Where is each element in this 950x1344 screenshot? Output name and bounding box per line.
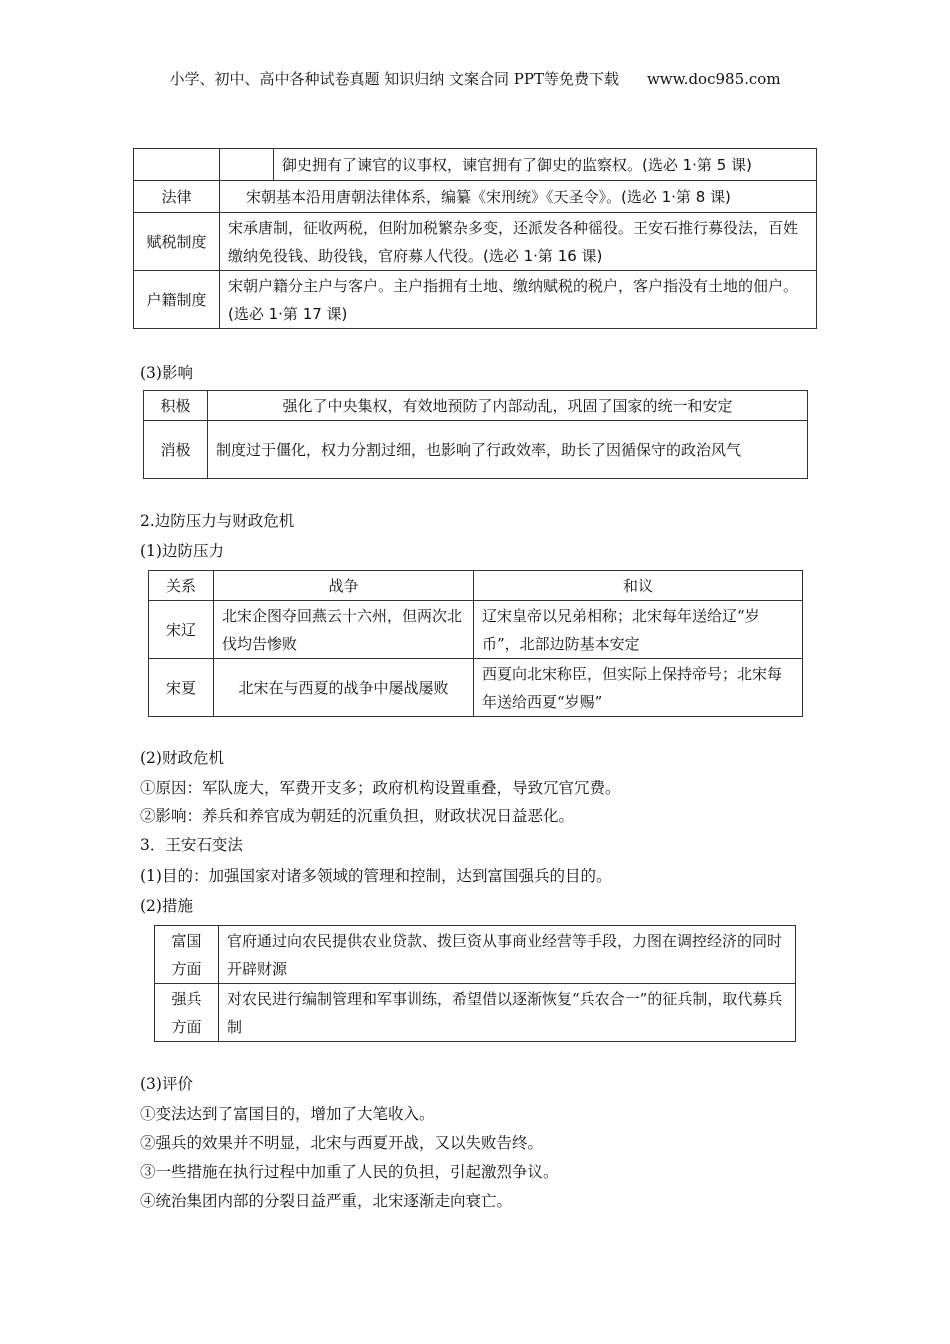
table-row [134, 213, 817, 271]
row-content: 宋承唐制，征收两税，但附加税繁杂多变，还派发各种徭役。王安石推行募役法，百姓缴纳免役钱、助役钱，官府募人代役。(选必 1·第 16 课) [220, 213, 817, 271]
row-label [134, 149, 220, 181]
section3-heading: 3．王安石变法 [140, 836, 243, 854]
border-pressure-heading: (1)边防压力 [140, 542, 224, 560]
cell-peace: 辽宋皇帝以兄弟相称；北宋每年送给辽“岁币”，北部边防基本安定 [474, 601, 803, 659]
row-content: 宋朝基本沿用唐朝法律体系，编纂《宋刑统》《天圣令》。(选必 1·第 8 课) [220, 181, 817, 213]
crisis-cause: ①原因：军队庞大，军费开支多；政府机构设置重叠，导致冗官冗费。 [140, 779, 621, 797]
evaluation-item: ④统治集团内部的分裂日益严重，北宋逐渐走向衰亡。 [140, 1192, 513, 1210]
header-url[interactable]: www.doc985.com [646, 70, 781, 88]
institutions-table [133, 148, 817, 329]
cell-peace: 西夏向北宋称臣，但实际上保持帝号；北宋每年送给西夏“岁赐” [474, 659, 803, 717]
row-label2 [220, 149, 274, 181]
col-header-relation: 关系 [149, 571, 214, 601]
table-header-row [149, 571, 803, 601]
table-row [134, 271, 817, 329]
row-content: 宋朝户籍分主户与客户。主户指拥有土地、缴纳赋税的税户，客户指没有土地的佃户。(选必 1·第 17 课) [220, 271, 817, 329]
section2-heading: 2.边防压力与财政危机 [140, 512, 295, 530]
row-label: 户籍制度 [134, 271, 220, 329]
cell-relation: 宋夏 [149, 659, 214, 717]
col-header-peace: 和议 [474, 571, 803, 601]
col-header-war: 战争 [214, 571, 474, 601]
row-label: 富国方面 [155, 926, 219, 984]
measures-table [154, 925, 796, 1042]
row-label: 法律 [134, 181, 220, 213]
influence-heading: (3)影响 [140, 364, 193, 382]
influence-table [143, 390, 808, 479]
table-row [149, 601, 803, 659]
row-label: 消极 [144, 421, 208, 479]
row-label: 积极 [144, 391, 208, 421]
evaluation-item: ②强兵的效果并不明显，北宋与西夏开战，又以失败告终。 [140, 1134, 544, 1152]
table-row [155, 984, 796, 1042]
table-row [155, 926, 796, 984]
fiscal-crisis-heading: (2)财政危机 [140, 749, 224, 767]
cell-relation: 宋辽 [149, 601, 214, 659]
table-row [149, 659, 803, 717]
row-label: 赋税制度 [134, 213, 220, 271]
crisis-effect: ②影响：养兵和养官成为朝廷的沉重负担，财政状况日益恶化。 [140, 807, 575, 825]
row-label: 强兵方面 [155, 984, 219, 1042]
cell-war: 北宋在与西夏的战争中屡战屡败 [214, 659, 474, 717]
header-text: 小学、初中、高中各种试卷真题 知识归纳 文案合同 PPT等免费下载 [169, 70, 619, 88]
row-content: 强化了中央集权，有效地预防了内部动乱，巩固了国家的统一和安定 [208, 391, 808, 421]
evaluation-item: ①变法达到了富国目的，增加了大笔收入。 [140, 1105, 435, 1123]
evaluation-item: ③一些措施在执行过程中加重了人民的负担，引起激烈争议。 [140, 1163, 559, 1181]
row-content: 制度过于僵化，权力分割过细，也影响了行政效率，助长了因循保守的政治风气 [208, 421, 808, 479]
page-header [0, 68, 950, 89]
table-row [144, 391, 808, 421]
table-row [134, 181, 817, 213]
border-pressure-table [148, 570, 803, 717]
row-content: 对农民进行编制管理和军事训练，希望借以逐渐恢复“兵农合一”的征兵制，取代募兵制 [219, 984, 796, 1042]
row-content: 御史拥有了谏官的议事权，谏官拥有了御史的监察权。(选必 1·第 5 课) [274, 149, 817, 181]
evaluation-heading: (3)评价 [140, 1075, 193, 1093]
reform-purpose: (1)目的：加强国家对诸多领域的管理和控制，达到富国强兵的目的。 [140, 867, 612, 885]
measures-heading: (2)措施 [140, 897, 193, 915]
table-row [134, 149, 817, 181]
table-row [144, 421, 808, 479]
cell-war: 北宋企图夺回燕云十六州，但两次北伐均告惨败 [214, 601, 474, 659]
row-content: 官府通过向农民提供农业贷款、拨巨资从事商业经营等手段，力图在调控经济的同时开辟财源 [219, 926, 796, 984]
